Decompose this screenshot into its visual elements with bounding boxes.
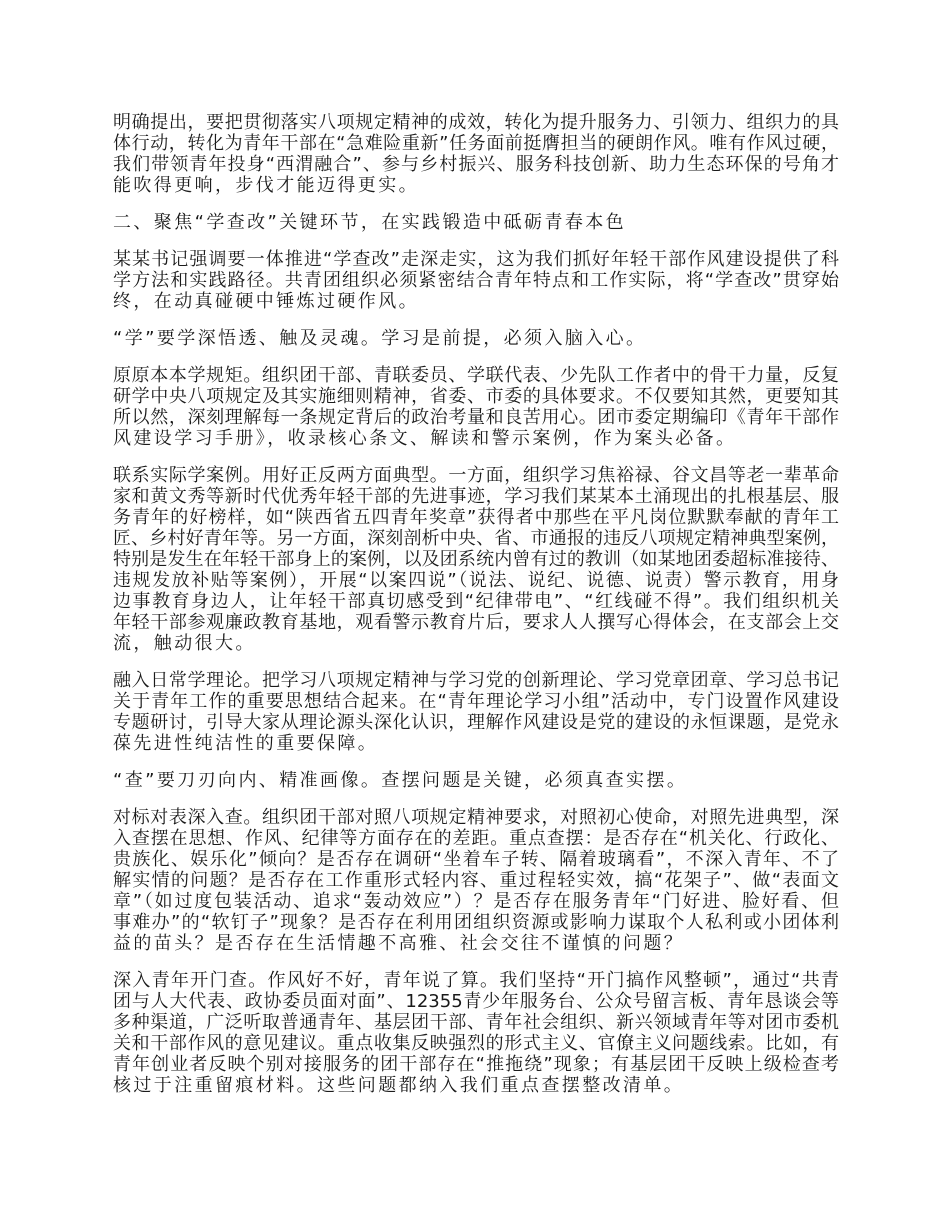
text-line: 年轻干部参观廉政教育基地，观看警示教育片后，要求人人撰写心得体会，在支部会上交 (113, 612, 839, 633)
text-line: 核过于注重留痕材料。这些问题都纳入我们重点查摆整改清单。 (113, 1075, 685, 1096)
text-line: 学方法和实践路径。共青团组织必须紧密结合青年特点和工作实际，将“学查改”贯穿始 (113, 270, 839, 291)
text-line: 关和干部作风的意见建议。重点收集反映强烈的形式主义、官僚主义问题线索。比如，有 (113, 1033, 839, 1054)
paragraph (113, 112, 839, 196)
text-line: “学”要学深悟透、触及灵魂。学习是前提，必须入脑入心。 (113, 328, 647, 349)
text-line: 违规发放补贴等案例），开展“以案四说”（说法、说纪、说德、说责）警示教育，用身 (113, 570, 839, 591)
heading-text: 二、聚焦“学查改”关键环节，在实践锻造中砥砺青春本色 (113, 212, 627, 233)
text-line: 关于青年工作的重要思想结合起来。在“青年理论学习小组”活动中，专门设置作风建设 (113, 691, 839, 712)
text-line: 原原本本学规矩。组织团干部、青联委员、学联代表、少先队工作者中的骨干力量，反复 (113, 365, 839, 386)
text-line: 体行动，转化为青年干部在“急难险重新”任务面前挺膺担当的硬朗作风。唯有作风过硬， (113, 133, 839, 154)
text-line: 贵族化、娱乐化”倾向？是否存在调研“坐着车子转、隔着玻璃看”，不深入青年、不了 (113, 849, 839, 870)
section-heading (113, 212, 839, 233)
text-line: 入查摆在思想、作风、纪律等方面存在的差距。重点查摆：是否存在“机关化、行政化、 (113, 828, 839, 849)
paragraph (113, 807, 839, 954)
paragraph (113, 465, 839, 654)
text-line: 团与人大代表、政协委员面对面”、12355青少年服务台、公众号留言板、青年恳谈会等 (113, 991, 839, 1012)
text-line: 风建设学习手册》，收录核心条文、解读和警示案例，作为案头必备。 (113, 428, 737, 449)
text-line: 事难办”的“软钉子”现象？是否存在利用团组织资源或影响力谋取个人私利或小团体利 (113, 912, 839, 933)
text-line: 家和黄文秀等新时代优秀年轻干部的先进事迹，学习我们某某本土涌现出的扎根基层、服 (113, 486, 839, 507)
text-line: 青年创业者反映个别对接服务的团干部存在“推拖绕”现象；有基层团干反映上级检查考 (113, 1054, 839, 1075)
paragraph (113, 365, 839, 449)
paragraph (113, 970, 839, 1096)
paragraph (113, 249, 839, 312)
text-line: 解实情的问题？是否存在工作重形式轻内容、重过程轻实效，搞“花架子”、做“表面文 (113, 870, 839, 891)
text-line: 融入日常学理论。把学习八项规定精神与学习党的创新理论、学习党章团章、学习总书记 (113, 670, 839, 691)
document-page (113, 112, 839, 1112)
text-line: 所以然，深刻理解每一条规定背后的政治考量和良苦用心。团市委定期编印《青年干部作 (113, 407, 839, 428)
text-line: 葆先进性纯洁性的重要保障。 (113, 733, 379, 754)
text-line: 务青年的好榜样，如“陕西省五四青年奖章”获得者中那些在平凡岗位默默奉献的青年工 (113, 507, 839, 528)
text-line: 我们带领青年投身“西渭融合”、参与乡村振兴、服务科技创新、助力生态环保的号角才 (113, 154, 839, 175)
text-line: “查”要刀刃向内、精准画像。查摆问题是关键，必须真查实摆。 (113, 770, 688, 791)
text-line: 边事教育身边人，让年轻干部真切感受到“纪律带电”、“红线碰不得”。我们组织机关 (113, 591, 839, 612)
paragraph (113, 670, 839, 754)
text-line: 流，触动很大。 (113, 633, 256, 654)
text-line: 终，在动真碰硬中锤炼过硬作风。 (113, 291, 419, 312)
text-line: 研学中央八项规定及其实施细则精神，省委、市委的具体要求。不仅要知其然，更要知其 (113, 386, 839, 407)
text-line: 明确提出，要把贯彻落实八项规定精神的成效，转化为提升服务力、引领力、组织力的具 (113, 112, 839, 133)
paragraph (113, 770, 839, 791)
text-line: 对标对表深入查。组织团干部对照八项规定精神要求，对照初心使命，对照先进典型，深 (113, 807, 839, 828)
text-line: 专题研讨，引导大家从理论源头深化认识，理解作风建设是党的建设的永恒课题，是党永 (113, 712, 839, 733)
text-line: 益的苗头？是否存在生活情趣不高雅、社会交往不谨慎的问题？ (113, 933, 685, 954)
text-line: 匠、乡村好青年等。另一方面，深刻剖析中央、省、市通报的违反八项规定精神典型案例， (113, 528, 839, 549)
text-line: 特别是发生在年轻干部身上的案例，以及团系统内曾有过的教训（如某地团委超标准接待、 (113, 549, 839, 570)
text-line: 某某书记强调要一体推进“学查改”走深走实，这为我们抓好年轻干部作风建设提供了科 (113, 249, 839, 270)
text-line: 联系实际学案例。用好正反两方面典型。一方面，组织学习焦裕禄、谷文昌等老一辈革命 (113, 465, 839, 486)
text-line: 多种渠道，广泛听取普通青年、基层团干部、青年社会组织、新兴领域青年等对团市委机 (113, 1012, 839, 1033)
text-line: 能吹得更响，步伐才能迈得更实。 (113, 175, 419, 196)
text-line: 章”（如过度包装活动、追求“轰动效应”）？是否存在服务青年“门好进、脸好看、但 (113, 891, 839, 912)
text-line: 深入青年开门查。作风好不好，青年说了算。我们坚持“开门搞作风整顿”，通过“共青 (113, 970, 839, 991)
paragraph (113, 328, 839, 349)
